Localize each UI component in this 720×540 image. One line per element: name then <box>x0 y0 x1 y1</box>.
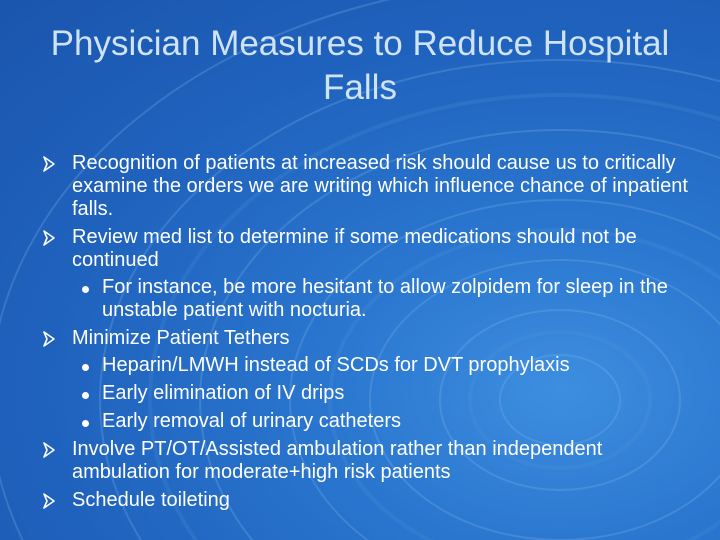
sub-bullet-text: Early removal of urinary catheters <box>102 410 402 432</box>
arrowhead-bullet-icon <box>42 154 56 174</box>
arrowhead-bullet-icon <box>42 440 56 460</box>
bullet-text: Schedule toileting <box>72 489 230 511</box>
bullet-item <box>42 438 702 484</box>
sub-bullet-item <box>42 354 702 377</box>
arrowhead-bullet-icon <box>42 228 56 248</box>
round-dot-bullet-icon <box>82 392 89 399</box>
bullet-item <box>42 226 702 272</box>
sub-bullet-item <box>42 276 702 322</box>
bullet-text: Review med list to determine if some medications should not be continued <box>72 226 637 271</box>
sub-bullet-text: For instance, be more hesitant to allow zolpidem for sleep in the unstable patient with nocturia. <box>102 276 668 321</box>
bullet-item <box>42 152 702 221</box>
sub-bullet-item <box>42 410 702 433</box>
arrowhead-bullet-icon <box>42 329 56 349</box>
bullet-text: Minimize Patient Tethers <box>72 327 290 349</box>
sub-bullet-text: Heparin/LMWH instead of SCDs for DVT prophylaxis <box>102 354 570 376</box>
sub-bullet-text: Early elimination of IV drips <box>102 382 345 404</box>
bullet-list <box>42 152 702 517</box>
bullet-text: Involve PT/OT/Assisted ambulation rather than independent ambulation for moderate+high risk patients <box>72 438 603 483</box>
sub-bullet-item <box>42 382 702 405</box>
round-dot-bullet-icon <box>82 420 89 427</box>
slide-title: Physician Measures to Reduce Hospital Falls <box>50 24 670 107</box>
round-dot-bullet-icon <box>82 286 89 293</box>
bullet-item <box>42 327 702 350</box>
round-dot-bullet-icon <box>82 364 89 371</box>
bullet-item <box>42 489 702 512</box>
arrowhead-bullet-icon <box>42 491 56 511</box>
bullet-text: Recognition of patients at increased risk should cause us to critically examine the orders we are writing which influence chance of inpatient falls. <box>72 152 688 220</box>
